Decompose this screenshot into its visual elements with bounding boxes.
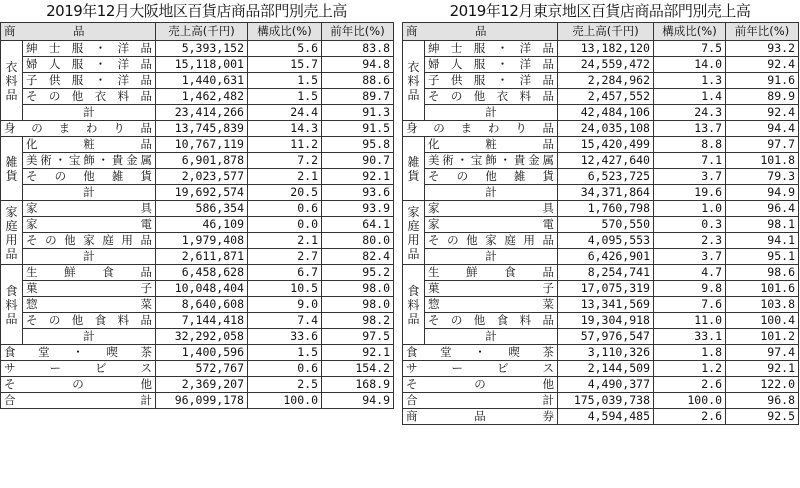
sales-cell: 3,110,326 bbox=[558, 345, 654, 361]
yoy-cell: 95.2 bbox=[322, 265, 394, 281]
yoy-cell: 103.8 bbox=[726, 297, 799, 313]
sales-cell: 10,767,119 bbox=[156, 137, 248, 153]
item-label: その他 bbox=[403, 377, 558, 393]
sales-cell: 13,745,839 bbox=[156, 121, 248, 137]
table-row bbox=[1, 345, 394, 361]
ratio-cell: 100.0 bbox=[654, 393, 726, 409]
item-label: 菓 子 bbox=[425, 281, 558, 297]
ratio-cell: 1.5 bbox=[248, 345, 322, 361]
table-row bbox=[1, 73, 394, 89]
ratio-cell: 7.1 bbox=[654, 153, 726, 169]
osaka-title: 2019年12月大阪地区百貨店商品部門別売上高 bbox=[46, 2, 347, 20]
table-row bbox=[1, 89, 394, 105]
sales-cell: 15,420,499 bbox=[558, 137, 654, 153]
yoy-cell: 88.6 bbox=[322, 73, 394, 89]
yoy-cell: 97.4 bbox=[726, 345, 799, 361]
table-row bbox=[403, 89, 799, 105]
table-row bbox=[1, 137, 394, 153]
table-row bbox=[1, 265, 394, 281]
sales-cell: 4,095,553 bbox=[558, 233, 654, 249]
header-sales: 売上高(千円) bbox=[156, 23, 248, 41]
ratio-cell: 10.5 bbox=[248, 281, 322, 297]
category-label: 家庭用品 bbox=[407, 204, 420, 261]
yoy-cell: 91.3 bbox=[322, 105, 394, 121]
ratio-cell: 19.6 bbox=[654, 185, 726, 201]
table-row bbox=[403, 377, 799, 393]
item-label: 食堂・喫茶 bbox=[1, 345, 156, 361]
yoy-cell: 97.5 bbox=[322, 329, 394, 345]
ratio-cell: 100.0 bbox=[248, 393, 322, 409]
sales-cell: 12,427,640 bbox=[558, 153, 654, 169]
sales-cell: 42,484,106 bbox=[558, 105, 654, 121]
ratio-cell: 2.1 bbox=[248, 233, 322, 249]
yoy-cell: 98.6 bbox=[726, 265, 799, 281]
ratio-cell: 7.6 bbox=[654, 297, 726, 313]
ratio-cell: 1.5 bbox=[248, 89, 322, 105]
yoy-cell: 98.0 bbox=[322, 281, 394, 297]
sales-cell: 1,979,408 bbox=[156, 233, 248, 249]
table-row bbox=[403, 393, 799, 409]
ratio-cell: 20.5 bbox=[248, 185, 322, 201]
sales-cell: 5,393,152 bbox=[156, 41, 248, 57]
yoy-cell: 94.1 bbox=[726, 233, 799, 249]
item-label: その他衣料品 bbox=[23, 89, 156, 105]
category-cell bbox=[403, 137, 425, 201]
ratio-cell: 0.6 bbox=[248, 201, 322, 217]
header-sales: 売上高(千円) bbox=[558, 23, 654, 41]
table-row bbox=[1, 361, 394, 377]
yoy-cell: 89.9 bbox=[726, 89, 799, 105]
category-label: 衣料品 bbox=[5, 59, 18, 102]
ratio-cell: 0.6 bbox=[248, 361, 322, 377]
yoy-cell: 95.1 bbox=[726, 249, 799, 265]
item-label: 惣 菜 bbox=[23, 297, 156, 313]
sales-cell: 13,182,120 bbox=[558, 41, 654, 57]
table-row bbox=[403, 185, 799, 201]
item-label: 食堂・喫茶 bbox=[403, 345, 558, 361]
yoy-cell: 100.4 bbox=[726, 313, 799, 329]
ratio-cell: 2.6 bbox=[654, 377, 726, 393]
ratio-cell: 2.3 bbox=[654, 233, 726, 249]
yoy-cell: 122.0 bbox=[726, 377, 799, 393]
item-label: 紳士服・洋品 bbox=[425, 41, 558, 57]
table-row bbox=[1, 121, 394, 137]
item-label: その他食料品 bbox=[425, 313, 558, 329]
subtotal-label: 計 bbox=[425, 329, 558, 345]
yoy-cell: 101.2 bbox=[726, 329, 799, 345]
sales-cell: 4,594,485 bbox=[558, 409, 654, 425]
sales-cell: 19,692,574 bbox=[156, 185, 248, 201]
yoy-cell: 79.3 bbox=[726, 169, 799, 185]
ratio-cell: 11.2 bbox=[248, 137, 322, 153]
yoy-cell: 101.6 bbox=[726, 281, 799, 297]
item-label: 家 具 bbox=[425, 201, 558, 217]
yoy-cell: 98.0 bbox=[322, 297, 394, 313]
osaka-table bbox=[0, 22, 394, 409]
item-label: 生鮮食品 bbox=[23, 265, 156, 281]
category-label: 食料品 bbox=[407, 283, 420, 326]
yoy-cell: 93.2 bbox=[726, 41, 799, 57]
item-label: その他家庭用品 bbox=[23, 233, 156, 249]
table-row bbox=[1, 41, 394, 57]
sales-cell: 96,099,178 bbox=[156, 393, 248, 409]
ratio-cell: 33.6 bbox=[248, 329, 322, 345]
sales-cell: 17,075,319 bbox=[558, 281, 654, 297]
subtotal-label: 計 bbox=[425, 185, 558, 201]
item-label: 家 電 bbox=[23, 217, 156, 233]
yoy-cell: 83.8 bbox=[322, 41, 394, 57]
ratio-cell: 14.3 bbox=[248, 121, 322, 137]
sales-cell: 15,118,001 bbox=[156, 57, 248, 73]
sales-cell: 1,400,596 bbox=[156, 345, 248, 361]
category-label: 雑貨 bbox=[5, 154, 18, 183]
yoy-cell: 92.1 bbox=[322, 169, 394, 185]
sales-cell: 6,523,725 bbox=[558, 169, 654, 185]
ratio-cell: 8.8 bbox=[654, 137, 726, 153]
table-row bbox=[1, 329, 394, 345]
item-label: その他衣料品 bbox=[425, 89, 558, 105]
item-label: 紳士服・洋品 bbox=[23, 41, 156, 57]
tokyo-table bbox=[402, 22, 799, 425]
sales-cell: 2,144,509 bbox=[558, 361, 654, 377]
header-yoy: 前年比(%) bbox=[726, 23, 799, 41]
yoy-cell: 80.0 bbox=[322, 233, 394, 249]
ratio-cell: 2.1 bbox=[248, 169, 322, 185]
yoy-cell: 96.8 bbox=[726, 393, 799, 409]
category-cell bbox=[403, 41, 425, 121]
ratio-cell: 0.3 bbox=[654, 217, 726, 233]
table-row bbox=[403, 329, 799, 345]
ratio-cell: 1.0 bbox=[654, 201, 726, 217]
category-cell bbox=[1, 41, 23, 121]
item-label: 美術・宝飾・貴金属 bbox=[425, 153, 558, 169]
sales-cell: 24,035,108 bbox=[558, 121, 654, 137]
osaka-table-body bbox=[1, 41, 394, 409]
tokyo-panel bbox=[402, 0, 798, 425]
ratio-cell: 24.3 bbox=[654, 105, 726, 121]
table-row bbox=[1, 201, 394, 217]
table-row bbox=[403, 233, 799, 249]
item-label: 身のまわり品 bbox=[403, 121, 558, 137]
sales-cell: 1,440,631 bbox=[156, 73, 248, 89]
sales-cell: 34,371,864 bbox=[558, 185, 654, 201]
yoy-cell: 98.2 bbox=[322, 313, 394, 329]
yoy-cell: 94.8 bbox=[322, 57, 394, 73]
category-cell bbox=[403, 265, 425, 345]
yoy-cell: 92.4 bbox=[726, 105, 799, 121]
subtotal-label: 計 bbox=[425, 249, 558, 265]
header-ratio: 構成比(%) bbox=[248, 23, 322, 41]
sales-cell: 2,369,207 bbox=[156, 377, 248, 393]
ratio-cell: 13.7 bbox=[654, 121, 726, 137]
table-row bbox=[403, 121, 799, 137]
sales-cell: 6,458,628 bbox=[156, 265, 248, 281]
yoy-cell: 94.9 bbox=[726, 185, 799, 201]
table-row bbox=[403, 57, 799, 73]
category-label: 家庭用品 bbox=[5, 204, 18, 261]
header-ratio: 構成比(%) bbox=[654, 23, 726, 41]
yoy-cell: 92.5 bbox=[726, 409, 799, 425]
header-item: 商 品 bbox=[403, 23, 558, 41]
ratio-cell: 5.6 bbox=[248, 41, 322, 57]
item-label: 生鮮食品 bbox=[425, 265, 558, 281]
ratio-cell: 7.4 bbox=[248, 313, 322, 329]
table-row bbox=[1, 153, 394, 169]
header-item: 商 品 bbox=[1, 23, 156, 41]
table-row bbox=[1, 185, 394, 201]
yoy-cell: 89.7 bbox=[322, 89, 394, 105]
ratio-cell: 9.8 bbox=[654, 281, 726, 297]
osaka-panel bbox=[0, 0, 393, 409]
yoy-cell: 82.4 bbox=[322, 249, 394, 265]
category-cell bbox=[403, 201, 425, 265]
ratio-cell: 11.0 bbox=[654, 313, 726, 329]
table-row bbox=[1, 377, 394, 393]
table-row bbox=[403, 217, 799, 233]
tokyo-table-body bbox=[403, 41, 799, 425]
sales-cell: 8,254,741 bbox=[558, 265, 654, 281]
item-label: 合 計 bbox=[1, 393, 156, 409]
yoy-cell: 92.1 bbox=[726, 361, 799, 377]
yoy-cell: 168.9 bbox=[322, 377, 394, 393]
ratio-cell: 2.6 bbox=[654, 409, 726, 425]
ratio-cell: 1.2 bbox=[654, 361, 726, 377]
table-row bbox=[403, 169, 799, 185]
ratio-cell: 1.4 bbox=[654, 89, 726, 105]
category-cell bbox=[1, 137, 23, 201]
item-label: 婦人服・洋品 bbox=[23, 57, 156, 73]
category-label: 衣料品 bbox=[407, 59, 420, 102]
category-label: 雑貨 bbox=[407, 154, 420, 183]
item-label: 化 粧 品 bbox=[23, 137, 156, 153]
table-row bbox=[403, 249, 799, 265]
ratio-cell: 1.8 bbox=[654, 345, 726, 361]
item-label: 婦人服・洋品 bbox=[425, 57, 558, 73]
sales-cell: 570,550 bbox=[558, 217, 654, 233]
table-row bbox=[403, 265, 799, 281]
tokyo-title: 2019年12月東京地区百貨店商品部門別売上高 bbox=[449, 2, 751, 20]
ratio-cell: 9.0 bbox=[248, 297, 322, 313]
ratio-cell: 14.0 bbox=[654, 57, 726, 73]
yoy-cell: 94.4 bbox=[726, 121, 799, 137]
table-row bbox=[1, 313, 394, 329]
sales-cell: 175,039,738 bbox=[558, 393, 654, 409]
table-row bbox=[403, 281, 799, 297]
sales-cell: 24,559,472 bbox=[558, 57, 654, 73]
yoy-cell: 91.6 bbox=[726, 73, 799, 89]
sales-cell: 2,611,871 bbox=[156, 249, 248, 265]
ratio-cell: 33.1 bbox=[654, 329, 726, 345]
yoy-cell: 94.9 bbox=[322, 393, 394, 409]
sales-cell: 572,767 bbox=[156, 361, 248, 377]
ratio-cell: 2.7 bbox=[248, 249, 322, 265]
table-row bbox=[403, 41, 799, 57]
item-label: 合 計 bbox=[403, 393, 558, 409]
subtotal-label: 計 bbox=[23, 249, 156, 265]
item-label: その他食料品 bbox=[23, 313, 156, 329]
sales-cell: 4,490,377 bbox=[558, 377, 654, 393]
table-row bbox=[403, 137, 799, 153]
yoy-cell: 98.1 bbox=[726, 217, 799, 233]
ratio-cell: 3.7 bbox=[654, 169, 726, 185]
yoy-cell: 154.2 bbox=[322, 361, 394, 377]
subtotal-label: 計 bbox=[23, 105, 156, 121]
sales-cell: 2,284,962 bbox=[558, 73, 654, 89]
sales-cell: 10,048,404 bbox=[156, 281, 248, 297]
table-row bbox=[1, 233, 394, 249]
table-row bbox=[1, 249, 394, 265]
item-label: 化 粧 品 bbox=[425, 137, 558, 153]
sales-cell: 1,462,482 bbox=[156, 89, 248, 105]
item-label: その他家庭用品 bbox=[425, 233, 558, 249]
item-label: 菓 子 bbox=[23, 281, 156, 297]
yoy-cell: 96.4 bbox=[726, 201, 799, 217]
sales-cell: 19,304,918 bbox=[558, 313, 654, 329]
sales-cell: 8,640,608 bbox=[156, 297, 248, 313]
ratio-cell: 1.3 bbox=[654, 73, 726, 89]
yoy-cell: 64.1 bbox=[322, 217, 394, 233]
item-label: その他雑貨 bbox=[425, 169, 558, 185]
table-row bbox=[1, 217, 394, 233]
table-row bbox=[403, 313, 799, 329]
item-label: 身のまわり品 bbox=[1, 121, 156, 137]
ratio-cell: 15.7 bbox=[248, 57, 322, 73]
sales-cell: 23,414,266 bbox=[156, 105, 248, 121]
sales-cell: 586,354 bbox=[156, 201, 248, 217]
table-row bbox=[403, 297, 799, 313]
ratio-cell: 6.7 bbox=[248, 265, 322, 281]
table-row bbox=[1, 169, 394, 185]
table-row bbox=[1, 281, 394, 297]
ratio-cell: 1.5 bbox=[248, 73, 322, 89]
yoy-cell: 90.7 bbox=[322, 153, 394, 169]
table-row bbox=[1, 297, 394, 313]
ratio-cell: 24.4 bbox=[248, 105, 322, 121]
item-label: 子供服・洋品 bbox=[23, 73, 156, 89]
yoy-cell: 101.8 bbox=[726, 153, 799, 169]
osaka-header-row bbox=[1, 23, 394, 41]
category-cell bbox=[1, 265, 23, 345]
item-label: その他雑貨 bbox=[23, 169, 156, 185]
item-label: 家 電 bbox=[425, 217, 558, 233]
ratio-cell: 0.0 bbox=[248, 217, 322, 233]
table-row bbox=[1, 57, 394, 73]
ratio-cell: 4.7 bbox=[654, 265, 726, 281]
sales-cell: 6,426,901 bbox=[558, 249, 654, 265]
item-label: サービス bbox=[1, 361, 156, 377]
yoy-cell: 91.5 bbox=[322, 121, 394, 137]
sales-cell: 32,292,058 bbox=[156, 329, 248, 345]
table-row bbox=[403, 105, 799, 121]
table-row bbox=[1, 105, 394, 121]
item-label: 家 具 bbox=[23, 201, 156, 217]
table-row bbox=[403, 409, 799, 425]
subtotal-label: 計 bbox=[23, 329, 156, 345]
ratio-cell: 7.2 bbox=[248, 153, 322, 169]
sales-cell: 1,760,798 bbox=[558, 201, 654, 217]
subtotal-label: 計 bbox=[23, 185, 156, 201]
sales-cell: 2,457,552 bbox=[558, 89, 654, 105]
table-row bbox=[403, 153, 799, 169]
tokyo-header-row bbox=[403, 23, 799, 41]
sales-cell: 6,901,878 bbox=[156, 153, 248, 169]
table-row bbox=[1, 393, 394, 409]
yoy-cell: 92.1 bbox=[322, 345, 394, 361]
table-row bbox=[403, 361, 799, 377]
subtotal-label: 計 bbox=[425, 105, 558, 121]
item-label: 商品券 bbox=[403, 409, 558, 425]
table-row bbox=[403, 73, 799, 89]
table-row bbox=[403, 201, 799, 217]
yoy-cell: 97.7 bbox=[726, 137, 799, 153]
yoy-cell: 93.6 bbox=[322, 185, 394, 201]
sales-cell: 13,341,569 bbox=[558, 297, 654, 313]
sales-cell: 7,144,418 bbox=[156, 313, 248, 329]
ratio-cell: 7.5 bbox=[654, 41, 726, 57]
category-label: 食料品 bbox=[5, 283, 18, 326]
sales-cell: 2,023,577 bbox=[156, 169, 248, 185]
header-yoy: 前年比(%) bbox=[322, 23, 394, 41]
item-label: その他 bbox=[1, 377, 156, 393]
yoy-cell: 95.8 bbox=[322, 137, 394, 153]
item-label: 美術・宝飾・貴金属 bbox=[23, 153, 156, 169]
item-label: 惣 菜 bbox=[425, 297, 558, 313]
item-label: サービス bbox=[403, 361, 558, 377]
ratio-cell: 3.7 bbox=[654, 249, 726, 265]
sales-cell: 57,976,547 bbox=[558, 329, 654, 345]
item-label: 子供服・洋品 bbox=[425, 73, 558, 89]
yoy-cell: 93.9 bbox=[322, 201, 394, 217]
sales-cell: 46,109 bbox=[156, 217, 248, 233]
category-cell bbox=[1, 201, 23, 265]
ratio-cell: 2.5 bbox=[248, 377, 322, 393]
yoy-cell: 92.4 bbox=[726, 57, 799, 73]
table-row bbox=[403, 345, 799, 361]
